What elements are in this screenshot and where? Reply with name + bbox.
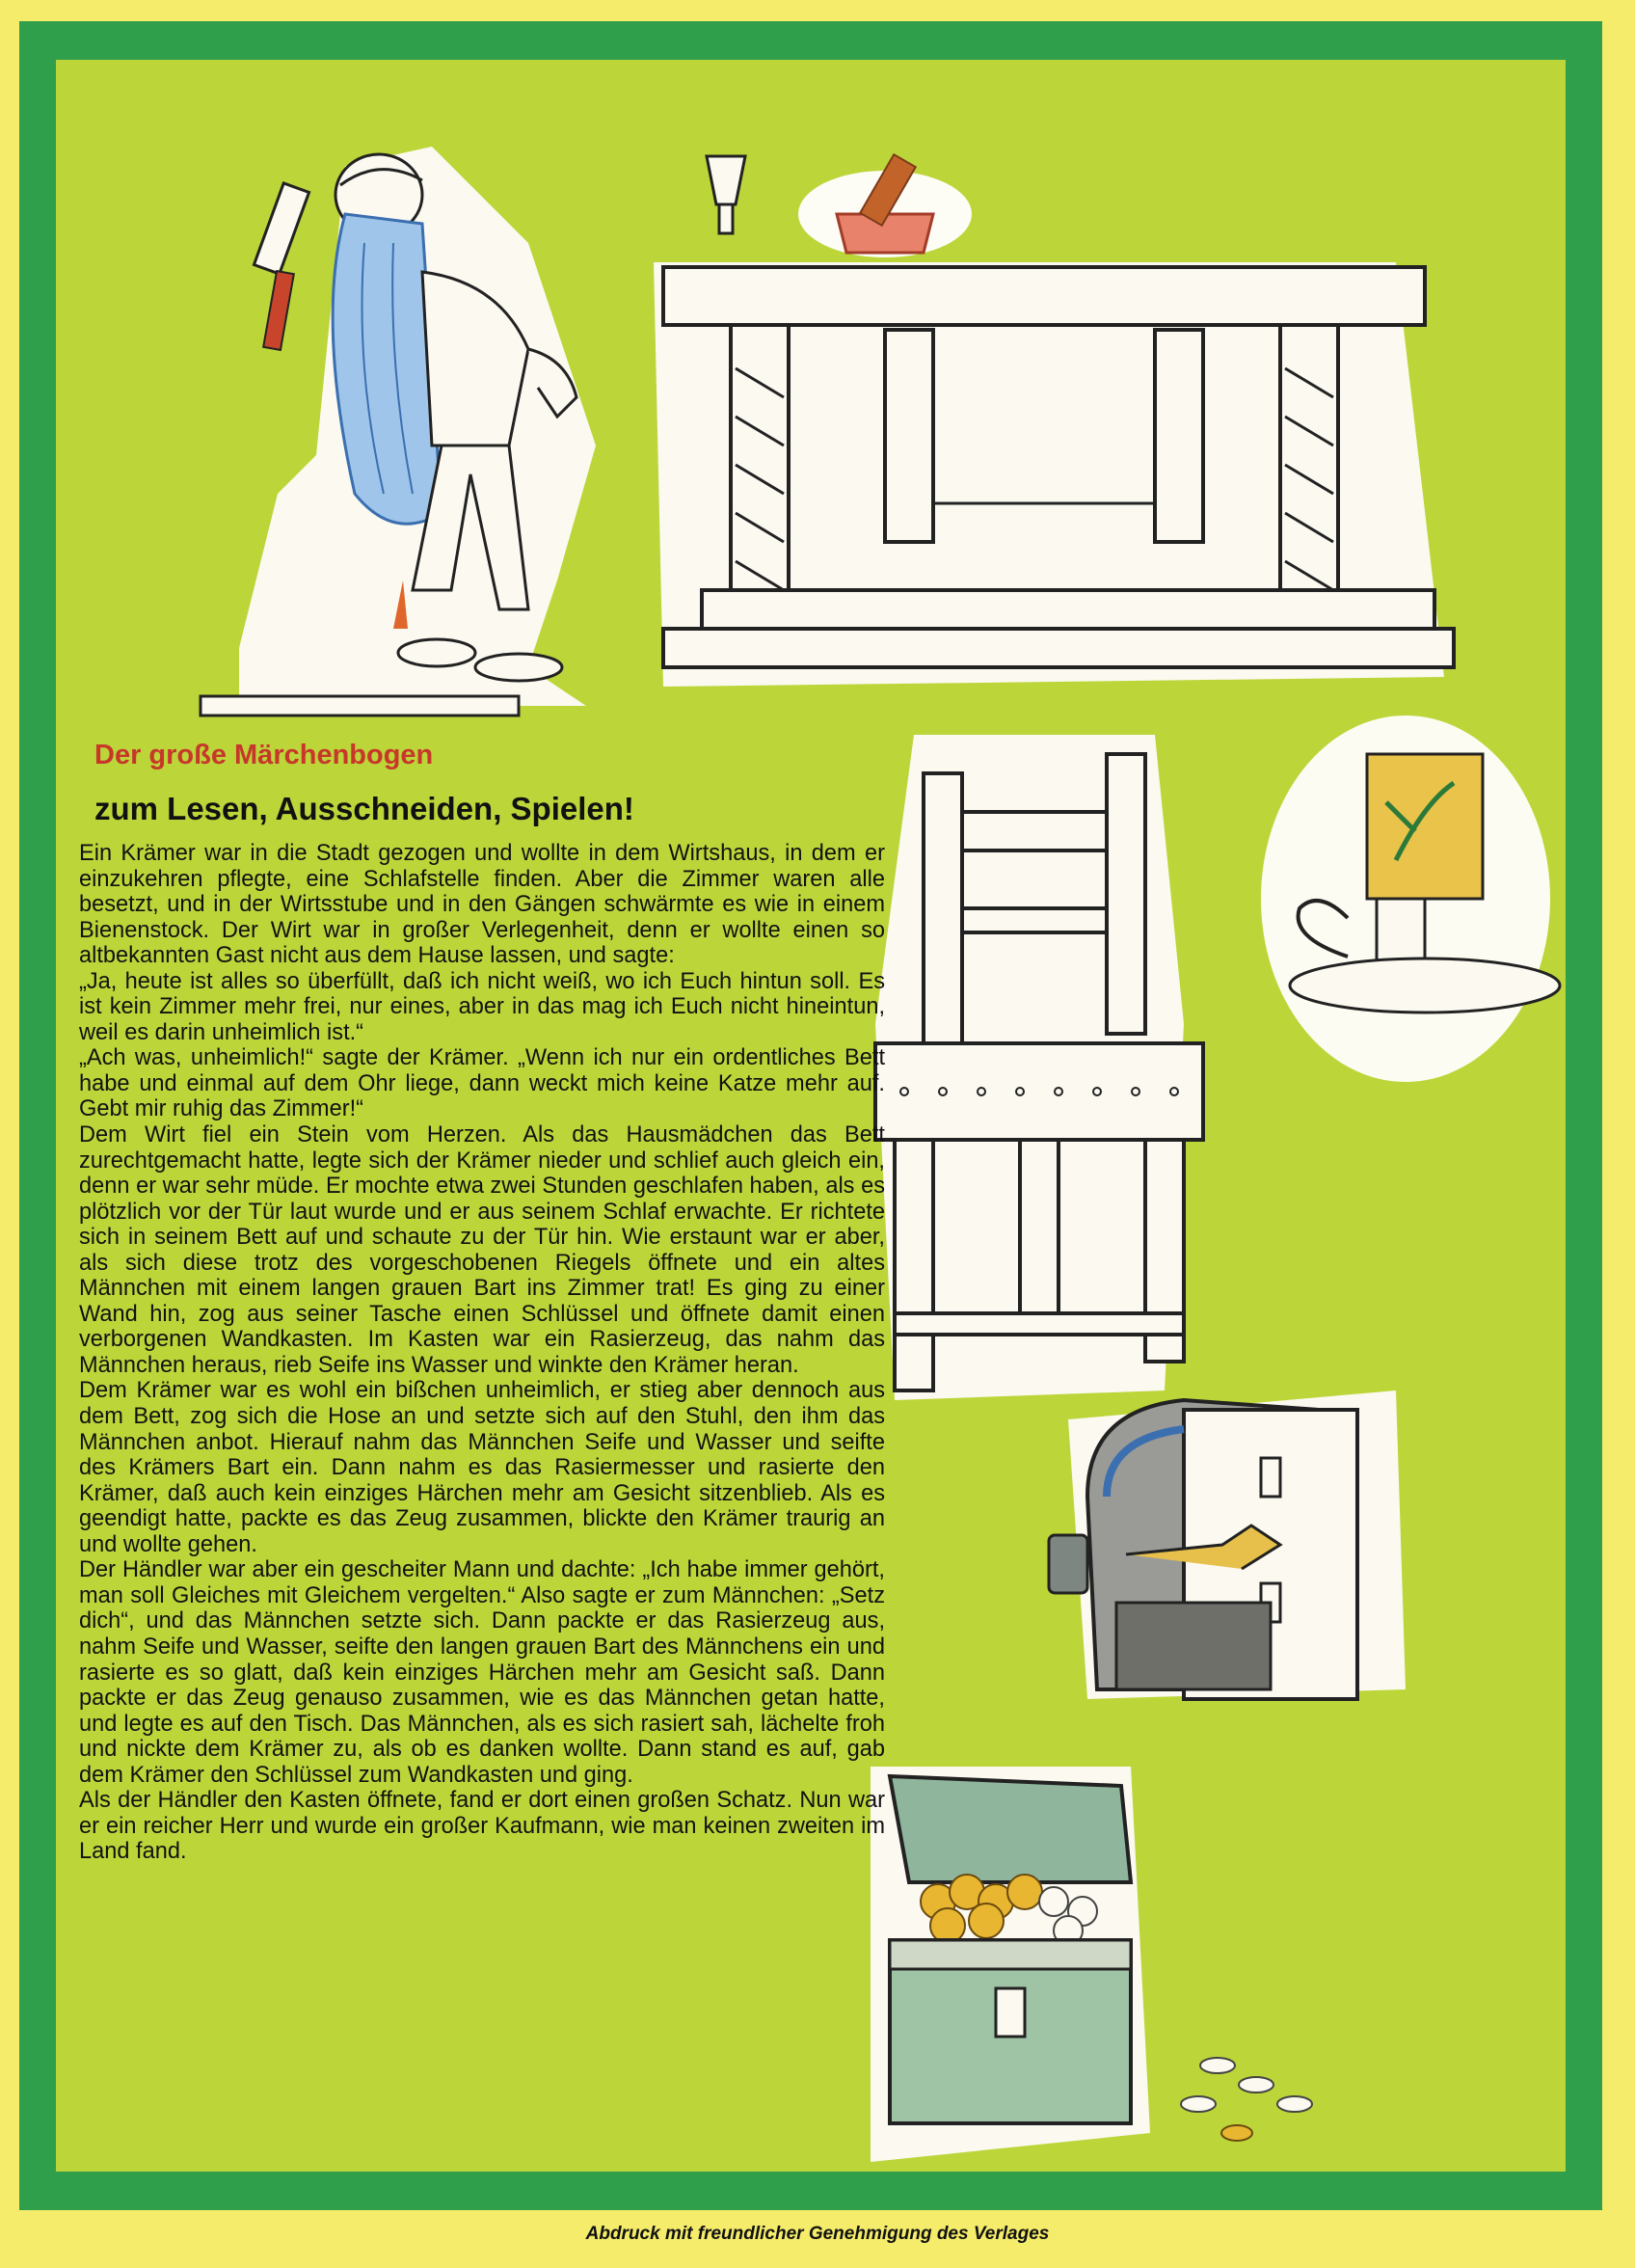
story-paragraph: „Ach was, unheimlich!“ sagte der Krämer. „Wenn ich nur ein ordentliches Bett habe und einmal auf dem Ohr liege, dann weckt mich keine Katze mehr auf. Gebt mir ruhig das Zimmer!“ bbox=[79, 1045, 885, 1122]
treasure-chest-illustration bbox=[851, 1767, 1353, 2172]
page-title: zum Lesen, Ausschneiden, Spielen! bbox=[94, 791, 634, 826]
gnome-illustration bbox=[210, 127, 615, 744]
story-paragraph: Dem Wirt fiel ein Stein vom Herzen. Als das Hausmädchen das Bett zurechtgemacht hatte, legte sich der Krämer nieder und schlief auch gleich ein, denn er war sehr müde. Er mochte etwa zwei Stunden geschlafen haben, als es plötzlich vor der Tür laut wurde und er aus seinem Schlaf erwachte. Er richtete sich in seinem Bett auf und schaute zu der Tür hin. Wie erstaunt war er aber, als sich diese trotz des vorgeschobenen Riegels öffnete und ein altes Männchen mit einem langen grauen Bart ins Zimmer trat! Es ging zu einer Wand hin, zog aus seiner Tasche einen Schlüssel und öffnete damit einen verborgenen Wandkasten. Im Kasten war ein Rasierzeug, das nahm das Männchen heraus, rieb Seife ins Wasser und winkte den Krämer heran. bbox=[79, 1122, 885, 1378]
story-paragraph: Als der Händler den Kasten öffnete, fand er dort einen großen Schatz. Nun war er ein reicher Herr und wurde ein großer Kaufmann, wie man keinen zweiten im Land fand. bbox=[79, 1788, 885, 1865]
story-paragraph: Ein Krämer war in die Stadt gezogen und wollte in dem Wirtshaus, in dem er einzukehren pflegte, eine Schlafstelle finden. Aber die Zimmer waren alle besetzt, und in der Wirtsstube und in den Gängen schwärmte es wie in einem Bienenstock. Der Wirt war in großer Verlegenheit, denn er wollte einen so altbekannten Gast nicht aus dem Hause lassen, und sagte: bbox=[79, 841, 885, 969]
table-illustration bbox=[644, 137, 1473, 716]
publisher-credit: Abdruck mit freundlicher Genehmigung des Verlages bbox=[585, 2224, 1050, 2244]
story-paragraph: Dem Krämer war es wohl ein bißchen unheimlich, er stieg aber dennoch aus dem Bett, zog sich die Hose an und setzte sich auf den Stuhl, den ihm das Männchen anbot. Hierauf nahm das Männchen Seife und Wasser und seifte des Krämers Bart ein. Dann nahm es das Rasiermesser und rasierte den Krämer, daß auch kein einziges Härchen mehr am Gesicht sitzenblieb. Als es geendigt hatte, packte es das Zeug zusammen, blickte den Krämer traurig an und wollte gehen. bbox=[79, 1378, 885, 1557]
story-paragraph: Der Händler war aber ein gescheiter Mann und dachte: „Ich habe immer gehört, man soll Gleiches mit Gleichem vergelten.“ Also sagte er zum Männchen: „Setz dich“, und das Männchen setzte sich. Dann packte er das Rasierzeug aus, nahm Seife und Wasser, seifte den langen grauen Bart des Männchens ein und rasierte es so glatt, daß kein einziges Härchen mehr am Gesicht saß. Dann packte er das Zeug genauso zusammen, wie es das Männchen getan hatte, und legte es auf den Tisch. Das Männchen, als es sich rasiert sah, lächelte froh und nickte dem Krämer zu, als ob es danken wollte. Dann stand es auf, gab dem Krämer den Schlüssel zum Wandkasten und ging. bbox=[79, 1557, 885, 1788]
wall-cabinet-illustration bbox=[1030, 1352, 1415, 1757]
outer-frame bbox=[19, 21, 1602, 2210]
series-title: Der große Märchenbogen bbox=[94, 740, 434, 770]
story-paragraph: „Ja, heute ist alles so überfüllt, daß ich nicht weiß, wo ich Euch hintun soll. Es ist kein Zimmer mehr frei, nur eines, aber in das mag ich Euch nicht hineintun, weil es darin unheimlich ist.“ bbox=[79, 968, 885, 1045]
story-text bbox=[79, 841, 885, 1865]
story-panel bbox=[56, 60, 1566, 2172]
chair-illustration bbox=[856, 735, 1222, 1410]
candle-illustration bbox=[1261, 696, 1566, 1082]
